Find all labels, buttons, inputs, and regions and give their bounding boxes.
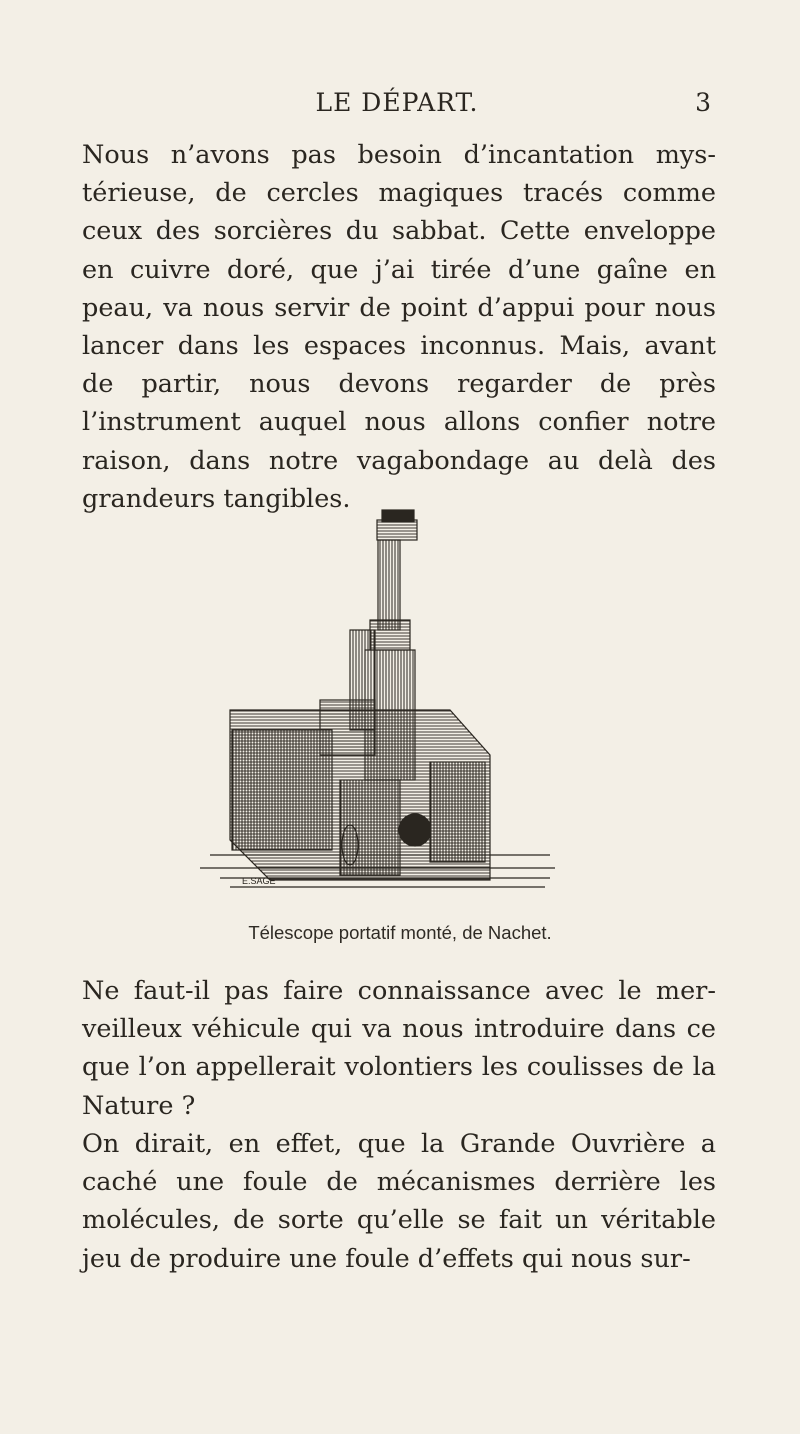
running-title: LE DÉPART. xyxy=(315,88,479,117)
engraver-mark: E.SAGE xyxy=(242,876,276,886)
paragraph-3: On dirait, en effet, que la Grande Ouvrière a caché une foule de mécanismes derrière les molécules, de sorte qu’elle se fait un véritable jeu de produire une foule d’effets qui nous sur- xyxy=(82,1129,716,1274)
paragraph-2: Ne faut-il pas faire connaissance avec le merveilleux véhicule qui va nous introduire dans ce que l’on appellerait volontiers les coulisses de la Nature ? xyxy=(82,976,716,1121)
figure-caption: Télescope portatif monté, de Nachet. xyxy=(248,922,552,943)
page-number: 3 xyxy=(695,88,712,117)
telescope-illustration xyxy=(190,500,610,920)
paragraph-1: Nous n’avons pas besoin d’incantation mystérieuse, de cercles magiques tracés comme ceux des sorcières du sabbat. Cette enveloppe en cuivre doré, que j’ai tirée d’une gaîne en peau, va nous servir de point d’appui pour nous lancer dans les espaces inconnus. Mais, avant de partir, nous devons regarder de près l’instrument auquel nous allons confier notre raison, dans notre vagabondage au delà des grandeurs tangibles. xyxy=(82,140,716,514)
running-header xyxy=(82,88,712,128)
